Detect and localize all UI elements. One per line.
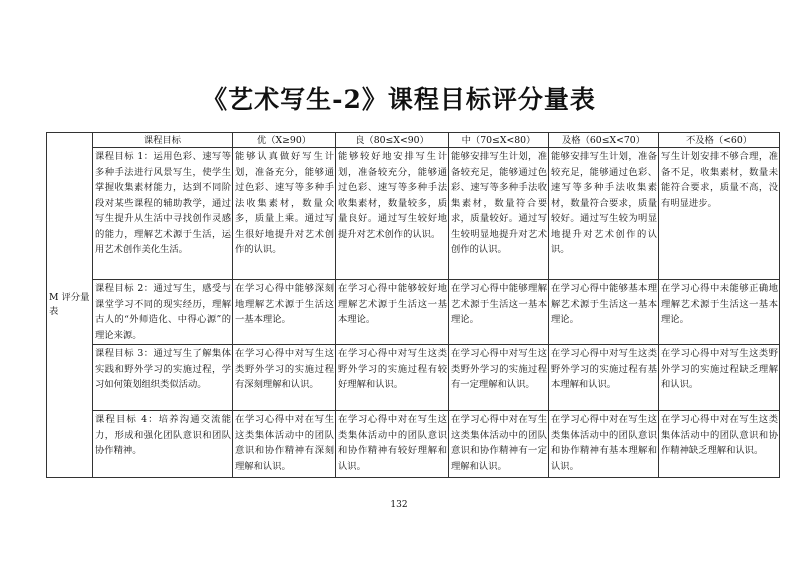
criteria-cell: 在学习心得中对在写生这类集体活动中的团队意识和协作精神有一定理解和认识。 xyxy=(449,411,549,478)
criteria-cell: 能够认真做好写生计划，准备充分，能够通过色彩、速写等多种手法收集素材，数量众多，质量上乘。通过写生很好地提升对艺术创作的认识。 xyxy=(233,148,336,280)
criteria-cell: 在学习心得中对写生这类野外学习的实施过程有一定理解和认识。 xyxy=(449,345,549,411)
header-good: 良（80≤X<90） xyxy=(336,133,449,148)
criteria-cell: 在学习心得中未能够正确地理解艺术源于生活这一基本理论。 xyxy=(659,280,780,345)
header-medium: 中（70≤X<80） xyxy=(449,133,549,148)
objective-cell: 课程目标 2：通过写生，感受与课堂学习不同的现实经历，理解古人的“外师造化、中得心源”的理论来源。 xyxy=(93,280,233,345)
header-excellent: 优（X≥90） xyxy=(233,133,336,148)
criteria-cell: 在学习心得中对在写生这类集体活动中的团队意识和协作精神缺乏理解和认识。 xyxy=(659,411,780,478)
criteria-cell: 在学习心得中对在写生这类集体活动中的团队意识和协作精神有较好理解和认识。 xyxy=(336,411,449,478)
rubric-table xyxy=(46,132,780,478)
objective-cell: 课程目标 3：通过写生了解集体实践和野外学习的实施过程，学习如何策划组织类似活动。 xyxy=(93,345,233,411)
criteria-cell: 能够较好地安排写生计划，准备较充分，能够通过色彩、速写等多种手法收集素材，数量较多，质量良好。通过写生较好地提升对艺术创作的认识。 xyxy=(336,148,449,280)
criteria-cell: 在学习心得中能够深刻地理解艺术源于生活这一基本理论。 xyxy=(233,280,336,345)
criteria-cell: 能够安排写生计划，准备较充足，能够通过色彩、速写等多种手法收集素材，数量符合要求，质量较好。通过写生较明显地提升对艺术创作的认识。 xyxy=(449,148,549,280)
criteria-cell: 在学习心得中能够理解艺术源于生活这一基本理论。 xyxy=(449,280,549,345)
document-title: 《艺术写生-2》课程目标评分量表 xyxy=(202,85,596,114)
table-row xyxy=(47,345,780,411)
objective-cell: 课程目标 1：运用色彩、速写等多种手法进行风景写生，使学生掌握收集素材能力，达到不同阶段对某些课程的辅助教学，通过写生提升从生活中寻找创作灵感的能力，理解艺术源于生活，运用艺术创作美化生活。 xyxy=(93,148,233,280)
page-number: 132 xyxy=(390,500,408,510)
table-header-row xyxy=(47,133,780,148)
table-row xyxy=(47,148,780,280)
table-side-label: M 评分量表 xyxy=(47,133,93,478)
table-row xyxy=(47,280,780,345)
criteria-cell: 在学习心得中对写生这类野外学习的实施过程缺乏理解和认识。 xyxy=(659,345,780,411)
criteria-cell: 在学习心得中对写生这类野外学习的实施过程有深刻理解和认识。 xyxy=(233,345,336,411)
table-row xyxy=(47,411,780,478)
criteria-cell: 能够安排写生计划，准备较充足，能够通过色彩、速写等多种手法收集素材，数量符合要求，质量较好。通过写生较为明显地提升对艺术创作的认识。 xyxy=(549,148,659,280)
criteria-cell: 在学习心得中对写生这类野外学习的实施过程有基本理解和认识。 xyxy=(549,345,659,411)
criteria-cell: 在学习心得中对在写生这类集体活动中的团队意识和协作精神有深刻理解和认识。 xyxy=(233,411,336,478)
criteria-cell: 在学习心得中能够基本理解艺术源于生活这一基本理论。 xyxy=(549,280,659,345)
header-pass: 及格（60≤X<70） xyxy=(549,133,659,148)
header-objective: 课程目标 xyxy=(93,133,233,148)
header-fail: 不及格（<60） xyxy=(659,133,780,148)
criteria-cell: 在学习心得中对写生这类野外学习的实施过程有较好理解和认识。 xyxy=(336,345,449,411)
criteria-cell: 在学习心得中对在写生这类集体活动中的团队意识和协作精神有基本理解和认识。 xyxy=(549,411,659,478)
criteria-cell: 写生计划安排不够合理，准备不足，收集素材，数量未能符合要求，质量不高，没有明显进步。 xyxy=(659,148,780,280)
objective-cell: 课程目标 4：培养沟通交流能力，形成和强化团队意识和团队协作精神。 xyxy=(93,411,233,478)
criteria-cell: 在学习心得中能够较好地理解艺术源于生活这一基本理论。 xyxy=(336,280,449,345)
